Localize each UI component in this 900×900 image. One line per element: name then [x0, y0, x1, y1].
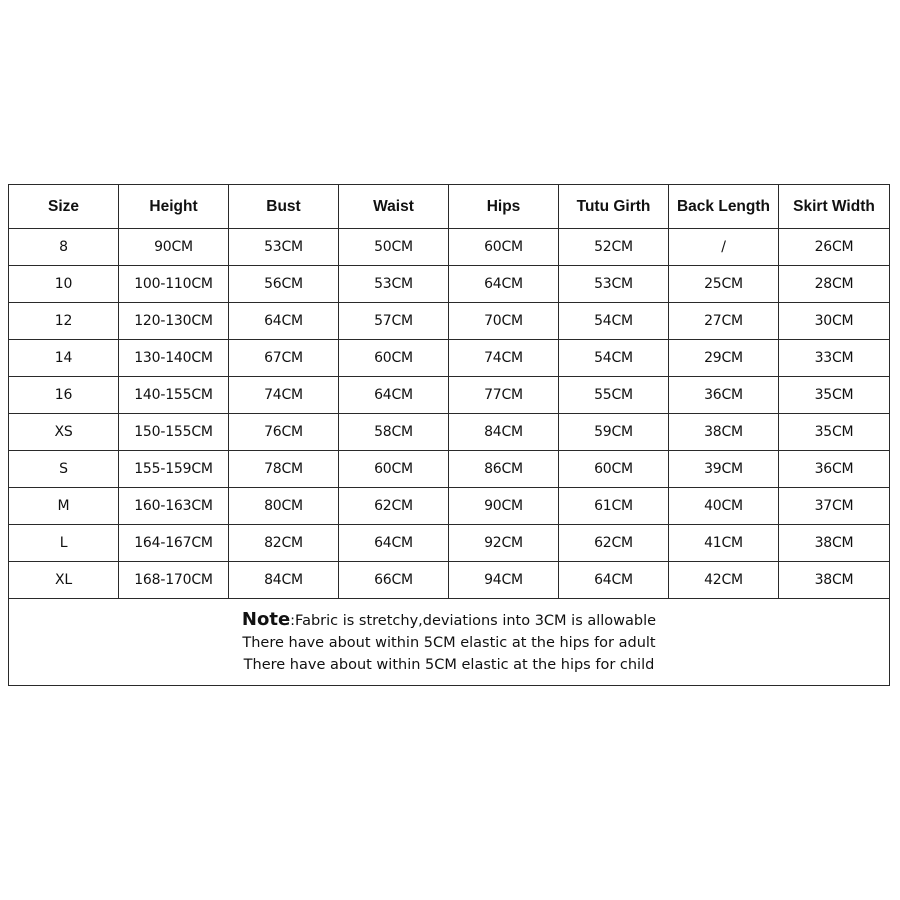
- size-chart: [8, 184, 889, 686]
- cell-height: 150-155CM: [119, 414, 229, 451]
- note-line-1: [9, 609, 889, 632]
- cell-hips: 92CM: [449, 525, 559, 562]
- cell-back-length: 39CM: [669, 451, 779, 488]
- cell-height: 164-167CM: [119, 525, 229, 562]
- table-row: [9, 266, 890, 303]
- cell-waist: 58CM: [339, 414, 449, 451]
- note-cell: [9, 599, 890, 686]
- cell-hips: 86CM: [449, 451, 559, 488]
- cell-bust: 78CM: [229, 451, 339, 488]
- header-bust: Bust: [229, 185, 339, 229]
- cell-skirt-width: 28CM: [779, 266, 890, 303]
- cell-hips: 84CM: [449, 414, 559, 451]
- cell-skirt-width: 30CM: [779, 303, 890, 340]
- cell-height: 100-110CM: [119, 266, 229, 303]
- table-row: [9, 562, 890, 599]
- cell-tutu-girth: 53CM: [559, 266, 669, 303]
- cell-tutu-girth: 64CM: [559, 562, 669, 599]
- cell-tutu-girth: 52CM: [559, 229, 669, 266]
- cell-waist: 53CM: [339, 266, 449, 303]
- cell-bust: 82CM: [229, 525, 339, 562]
- header-back-length: Back Length: [669, 185, 779, 229]
- table-row: [9, 303, 890, 340]
- cell-tutu-girth: 55CM: [559, 377, 669, 414]
- cell-tutu-girth: 60CM: [559, 451, 669, 488]
- cell-bust: 64CM: [229, 303, 339, 340]
- note-row: [9, 599, 890, 686]
- cell-height: 155-159CM: [119, 451, 229, 488]
- cell-tutu-girth: 54CM: [559, 340, 669, 377]
- cell-back-length: 36CM: [669, 377, 779, 414]
- cell-height: 90CM: [119, 229, 229, 266]
- cell-waist: 60CM: [339, 451, 449, 488]
- cell-tutu-girth: 59CM: [559, 414, 669, 451]
- cell-bust: 56CM: [229, 266, 339, 303]
- note-line-2: There have about within 5CM elastic at the hips for adult: [242, 634, 656, 651]
- cell-hips: 94CM: [449, 562, 559, 599]
- note-text-1: :Fabric is stretchy,deviations into 3CM is allowable: [290, 612, 657, 629]
- cell-height: 168-170CM: [119, 562, 229, 599]
- cell-back-length: /: [669, 229, 779, 266]
- cell-height: 160-163CM: [119, 488, 229, 525]
- cell-bust: 67CM: [229, 340, 339, 377]
- cell-size: M: [9, 488, 119, 525]
- cell-back-length: 38CM: [669, 414, 779, 451]
- cell-size: 8: [9, 229, 119, 266]
- cell-waist: 57CM: [339, 303, 449, 340]
- cell-back-length: 42CM: [669, 562, 779, 599]
- table-header-row: [9, 185, 890, 229]
- cell-back-length: 25CM: [669, 266, 779, 303]
- note-line-3: There have about within 5CM elastic at the hips for child: [243, 656, 655, 673]
- cell-tutu-girth: 54CM: [559, 303, 669, 340]
- cell-hips: 64CM: [449, 266, 559, 303]
- header-waist: Waist: [339, 185, 449, 229]
- header-skirt-width: Skirt Width: [779, 185, 890, 229]
- cell-size: L: [9, 525, 119, 562]
- cell-bust: 74CM: [229, 377, 339, 414]
- table-row: [9, 488, 890, 525]
- cell-bust: 76CM: [229, 414, 339, 451]
- cell-hips: 74CM: [449, 340, 559, 377]
- cell-skirt-width: 26CM: [779, 229, 890, 266]
- table-body: [9, 229, 890, 686]
- cell-size: 12: [9, 303, 119, 340]
- cell-size: XL: [9, 562, 119, 599]
- cell-tutu-girth: 62CM: [559, 525, 669, 562]
- cell-hips: 60CM: [449, 229, 559, 266]
- cell-height: 120-130CM: [119, 303, 229, 340]
- cell-size: 14: [9, 340, 119, 377]
- cell-bust: 80CM: [229, 488, 339, 525]
- cell-tutu-girth: 61CM: [559, 488, 669, 525]
- cell-back-length: 29CM: [669, 340, 779, 377]
- cell-hips: 70CM: [449, 303, 559, 340]
- cell-waist: 60CM: [339, 340, 449, 377]
- cell-back-length: 41CM: [669, 525, 779, 562]
- cell-skirt-width: 35CM: [779, 414, 890, 451]
- table-row: [9, 451, 890, 488]
- size-table: [8, 184, 890, 686]
- header-hips: Hips: [449, 185, 559, 229]
- cell-skirt-width: 38CM: [779, 525, 890, 562]
- cell-size: 10: [9, 266, 119, 303]
- cell-skirt-width: 33CM: [779, 340, 890, 377]
- cell-height: 140-155CM: [119, 377, 229, 414]
- cell-size: XS: [9, 414, 119, 451]
- table-row: [9, 229, 890, 266]
- cell-waist: 64CM: [339, 525, 449, 562]
- table-row: [9, 340, 890, 377]
- table-row: [9, 414, 890, 451]
- cell-size: S: [9, 451, 119, 488]
- note-label: Note: [241, 608, 291, 630]
- cell-back-length: 40CM: [669, 488, 779, 525]
- cell-skirt-width: 37CM: [779, 488, 890, 525]
- cell-bust: 84CM: [229, 562, 339, 599]
- cell-skirt-width: 35CM: [779, 377, 890, 414]
- cell-skirt-width: 38CM: [779, 562, 890, 599]
- cell-size: 16: [9, 377, 119, 414]
- cell-back-length: 27CM: [669, 303, 779, 340]
- cell-skirt-width: 36CM: [779, 451, 890, 488]
- cell-bust: 53CM: [229, 229, 339, 266]
- table-row: [9, 525, 890, 562]
- cell-height: 130-140CM: [119, 340, 229, 377]
- cell-waist: 64CM: [339, 377, 449, 414]
- cell-waist: 66CM: [339, 562, 449, 599]
- cell-hips: 90CM: [449, 488, 559, 525]
- cell-hips: 77CM: [449, 377, 559, 414]
- cell-waist: 50CM: [339, 229, 449, 266]
- header-size: Size: [9, 185, 119, 229]
- header-height: Height: [119, 185, 229, 229]
- cell-waist: 62CM: [339, 488, 449, 525]
- table-row: [9, 377, 890, 414]
- header-tutu-girth: Tutu Girth: [559, 185, 669, 229]
